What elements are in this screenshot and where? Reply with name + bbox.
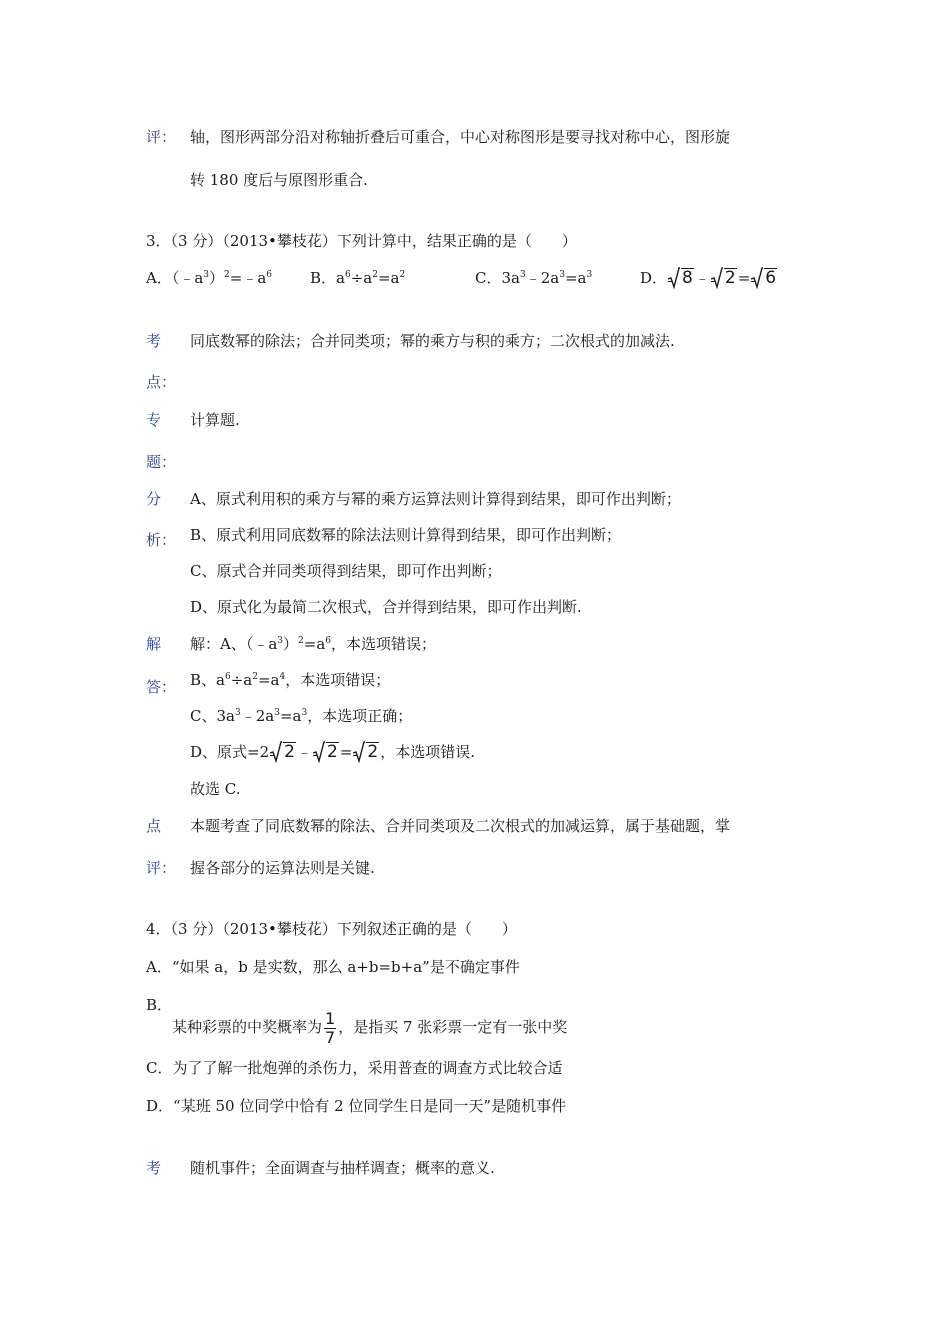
q3-option-a: A．$(﹣a^3)^2=﹣a^6$ xyxy=(146,269,273,287)
q3-option-c: C．$3a^3﹣2a^3=a^3$ xyxy=(475,269,593,287)
label-kaodian-2: 点： xyxy=(146,373,177,391)
q3-kaodian-text: 同底数幂的除法；合并同类项；幂的乘方与积的乘方；二次根式的加减法. xyxy=(190,332,675,350)
q3-answer-line-a: 解：A、$(﹣a^3)^2=a^6$，本选项错误； xyxy=(190,635,437,653)
label-fenxi-1: 分 xyxy=(146,490,162,508)
label-dianping-end: 评： xyxy=(146,128,177,146)
q4-header: 4．（3 分）（2013•攀枝花）下列叙述正确的是（ ） xyxy=(146,920,517,938)
sqrt-symbol: 6 xyxy=(751,268,777,288)
label-kaodian-1: 考 xyxy=(146,332,162,350)
prev-comment-line2: 转 180 度后与原图形重合. xyxy=(190,171,368,189)
q3-option-d: D． 8 ﹣ 2 = 6 xyxy=(640,268,777,288)
q3-answer-line-b: B、$a^6\div a^2=a^4$，本选项错误； xyxy=(190,671,391,689)
sqrt-symbol: 2 xyxy=(270,742,296,762)
q4-option-d: D．“某班 50 位同学中恰有 2 位同学生日是同一天”是随机事件 xyxy=(146,1097,567,1115)
q3-comment-line1: 本题考查了同底数幂的除法、合并同类项及二次根式的加减运算，属于基础题，掌 xyxy=(190,817,731,835)
q4-option-a: A．“如果 a，b 是实数，那么 a+b=b+a”是不确定事件 xyxy=(146,958,520,976)
label-zhuanti-1: 专 xyxy=(146,411,162,429)
q3-answer-conclusion: 故选 C. xyxy=(190,780,241,798)
label-jieda-1: 解 xyxy=(146,635,162,653)
sqrt-symbol: 2 xyxy=(711,268,737,288)
sqrt-symbol: 2 xyxy=(313,742,339,762)
label-zhuanti-2: 题： xyxy=(146,453,177,471)
prev-comment-line1: 轴，图形两部分沿对称轴折叠后可重合，中心对称图形是要寻找对称中心，图形旋 xyxy=(190,128,731,146)
q4-option-c: C．为了了解一批炮弹的杀伤力，采用普查的调查方式比较合适 xyxy=(146,1059,563,1077)
q3-zhuanti-text: 计算题. xyxy=(190,411,240,429)
q3-analysis-line-c: C、原式合并同类项得到结果，即可作出判断； xyxy=(190,562,502,580)
label-fenxi-2: 析： xyxy=(146,531,177,549)
label-jieda-2: 答： xyxy=(146,678,177,696)
sqrt-symbol: 2 xyxy=(353,742,379,762)
q3-comment-line2: 握各部分的运算法则是关键. xyxy=(190,859,375,877)
sqrt-symbol: 8 xyxy=(668,268,694,288)
q4-option-b: 某种彩票的中奖概率为 $\frac{1}{7}$ ，是指买 7 张彩票一定有一张中奖 xyxy=(172,1008,568,1047)
q3-analysis-line-d: D、原式化为最简二次根式，合并得到结果，即可作出判断. xyxy=(190,598,582,616)
q4-option-b-letter: B． xyxy=(146,996,173,1014)
label-dianping-1: 点 xyxy=(146,817,162,835)
label-dianping-2: 评： xyxy=(146,859,177,877)
q3-analysis-line-b: B、原式利用同底数幂的除法法则计算得到结果，即可作出判断； xyxy=(190,526,622,544)
fraction: $\frac{1}{7}$ xyxy=(325,1008,336,1047)
q3-header: 3．（3 分）（2013•攀枝花）下列计算中，结果正确的是（ ） xyxy=(146,232,577,250)
q3-answer-line-d: D、原式=2 2 ﹣ 2 = 2 ，本选项错误. xyxy=(190,742,475,762)
label-kaodian-q4: 考 xyxy=(146,1159,162,1177)
q3-analysis-line-a: A、原式利用积的乘方与幂的乘方运算法则计算得到结果，即可作出判断； xyxy=(190,490,681,508)
q4-kaodian-text: 随机事件；全面调查与抽样调查；概率的意义. xyxy=(190,1159,495,1177)
q3-answer-line-c: C、$3a^3﹣2a^3=a^3$，本选项正确； xyxy=(190,707,413,725)
q3-option-b: B．$a^6\div a^2=a^2$ xyxy=(310,269,406,287)
